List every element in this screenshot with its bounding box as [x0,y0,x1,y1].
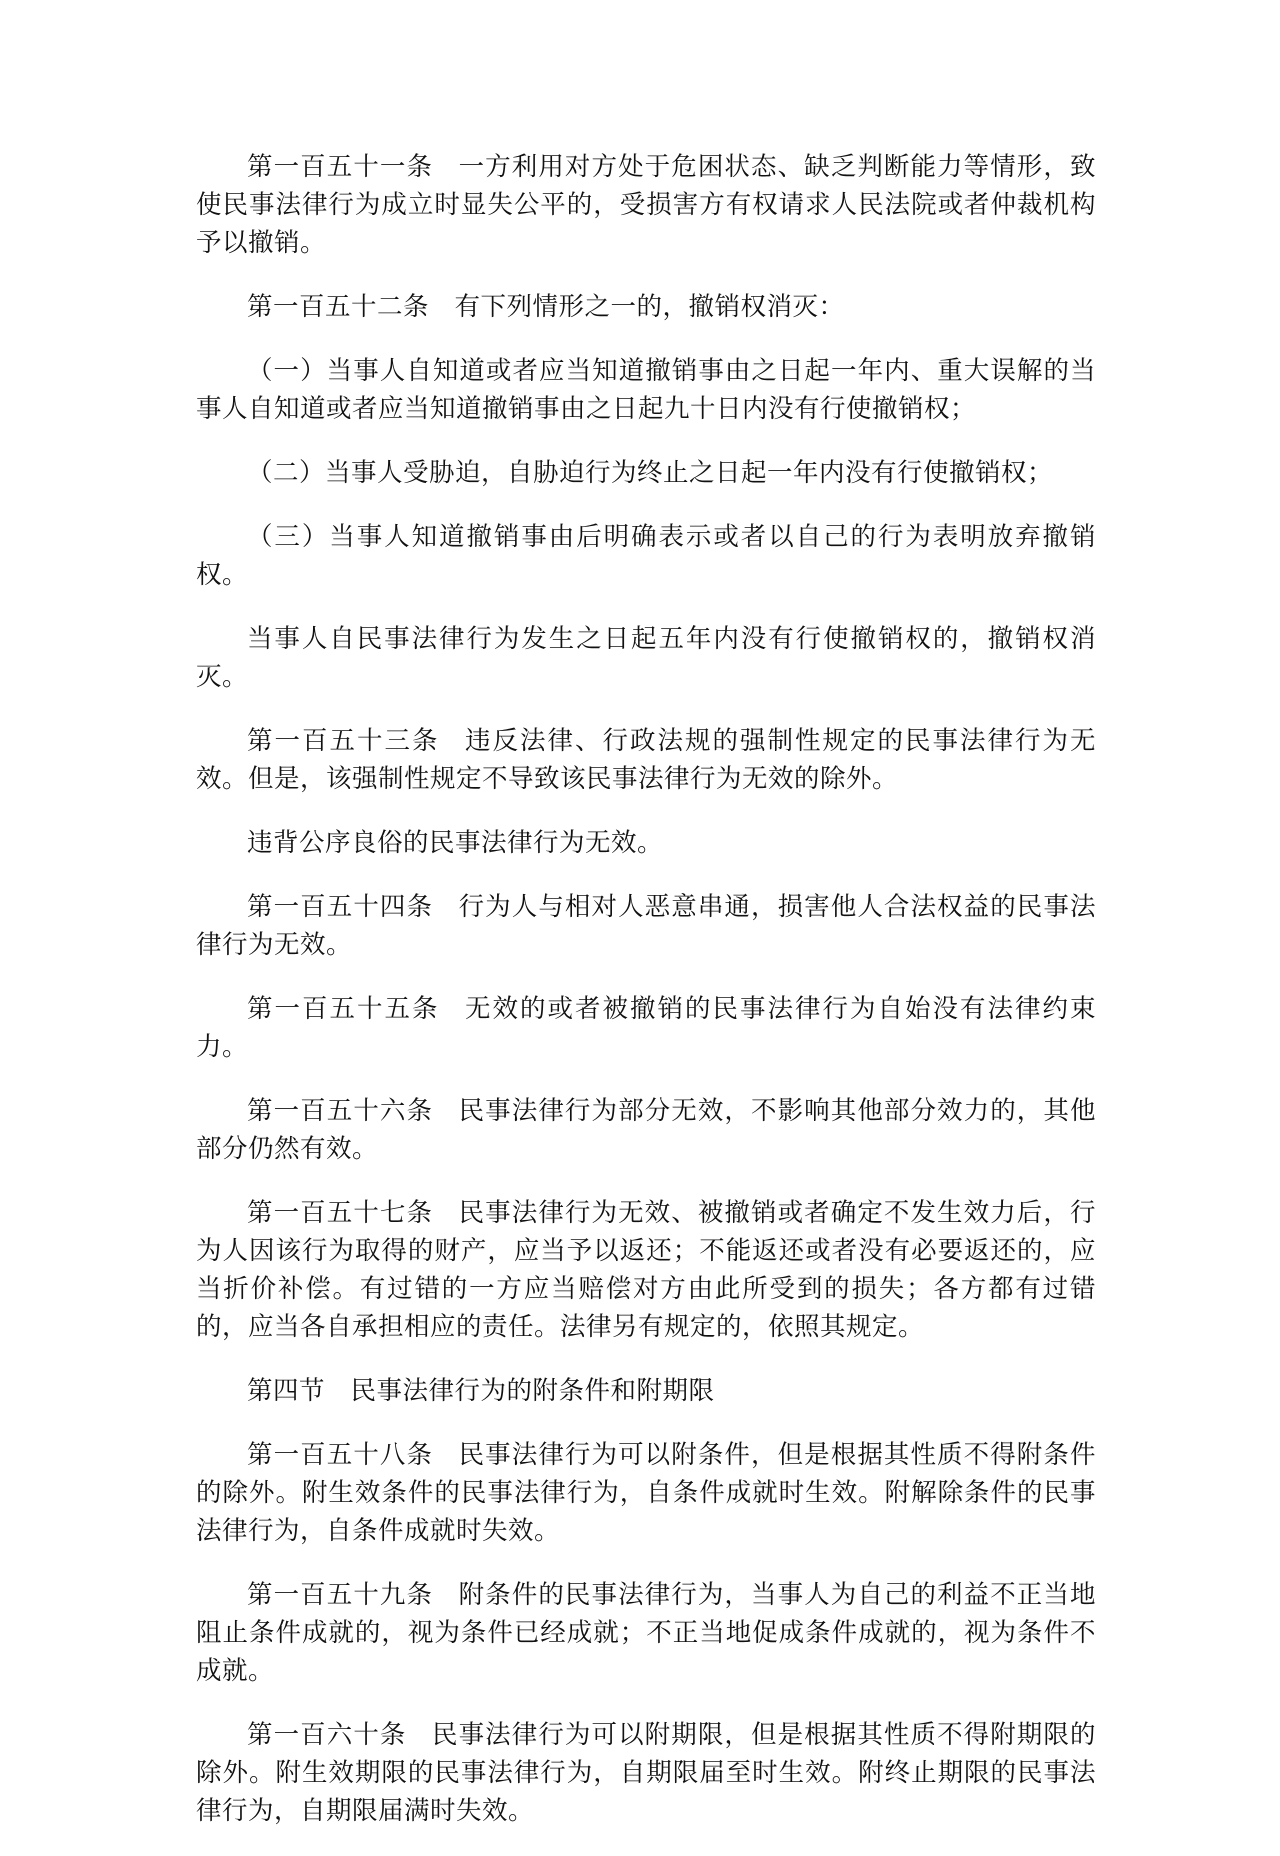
article-text: 无效的或者被撤销的民事法律行为自始没有法律约束力。 [196,994,1096,1062]
article-number: 第一百五十二条 [247,292,430,322]
list-item [196,352,1096,428]
article-text: 附条件的民事法律行为，当事人为自己的利益不正当地阻止条件成就的，视为条件已经成就；不正当地促成条件成就的，视为条件不成就。 [196,1580,1096,1686]
article-text: 行为人与相对人恶意串通，损害他人合法权益的民事法律行为无效。 [196,892,1096,960]
document-page [196,148,1096,1856]
article-number: 第一百五十八条 [247,1440,434,1470]
list-item-text: （二）当事人受胁迫，自胁迫行为终止之日起一年内没有行使撤销权； [247,458,1054,488]
paragraph [196,824,1096,862]
article-160 [196,1716,1096,1830]
article-number: 第一百五十六条 [247,1096,434,1126]
article-number: 第一百五十四条 [247,892,434,922]
list-item-text: （一）当事人自知道或者应当知道撤销事由之日起一年内、重大误解的当事人自知道或者应当知道撤销事由之日起九十日内没有行使撤销权； [196,356,1096,424]
article-text: 一方利用对方处于危困状态、缺乏判断能力等情形，致使民事法律行为成立时显失公平的，受损害方有权请求人民法院或者仲裁机构予以撤销。 [196,152,1096,258]
article-text: 民事法律行为部分无效，不影响其他部分效力的，其他部分仍然有效。 [196,1096,1096,1164]
article-155 [196,990,1096,1066]
section-number: 第四节 [247,1376,326,1406]
article-text: 民事法律行为可以附条件，但是根据其性质不得附条件的除外。附生效条件的民事法律行为，自条件成就时生效。附解除条件的民事法律行为，自条件成就时失效。 [196,1440,1096,1546]
article-number: 第一百五十五条 [247,994,440,1024]
paragraph-text: 违背公序良俗的民事法律行为无效。 [247,828,664,858]
paragraph [196,620,1096,696]
list-item [196,518,1096,594]
section-title: 民事法律行为的附条件和附期限 [350,1376,715,1406]
article-157 [196,1194,1096,1346]
article-156 [196,1092,1096,1168]
article-151 [196,148,1096,262]
list-item-text: （三）当事人知道撤销事由后明确表示或者以自己的行为表明放弃撤销权。 [196,522,1096,590]
article-text: 民事法律行为可以附期限，但是根据其性质不得附期限的除外。附生效期限的民事法律行为，自期限届至时生效。附终止期限的民事法律行为，自期限届满时失效。 [196,1720,1096,1826]
article-152 [196,288,1096,326]
article-159 [196,1576,1096,1690]
paragraph-text: 当事人自民事法律行为发生之日起五年内没有行使撤销权的，撤销权消灭。 [196,624,1096,692]
article-158 [196,1436,1096,1550]
section-heading [196,1372,1096,1410]
article-number: 第一百五十一条 [247,152,434,182]
article-text: 有下列情形之一的，撤销权消灭： [454,292,845,322]
article-154 [196,888,1096,964]
article-153 [196,722,1096,798]
list-item [196,454,1096,492]
article-number: 第一百五十三条 [247,726,440,756]
article-text: 违反法律、行政法规的强制性规定的民事法律行为无效。但是，该强制性规定不导致该民事法律行为无效的除外。 [196,726,1096,794]
article-number: 第一百五十七条 [247,1198,434,1228]
article-number: 第一百五十九条 [247,1580,434,1610]
article-number: 第一百六十条 [247,1720,407,1750]
article-text: 民事法律行为无效、被撤销或者确定不发生效力后，行为人因该行为取得的财产，应当予以返还；不能返还或者没有必要返还的，应当折价补偿。有过错的一方应当赔偿对方由此所受到的损失；各方都有过错的，应当各自承担相应的责任。法律另有规定的，依照其规定。 [196,1198,1096,1342]
